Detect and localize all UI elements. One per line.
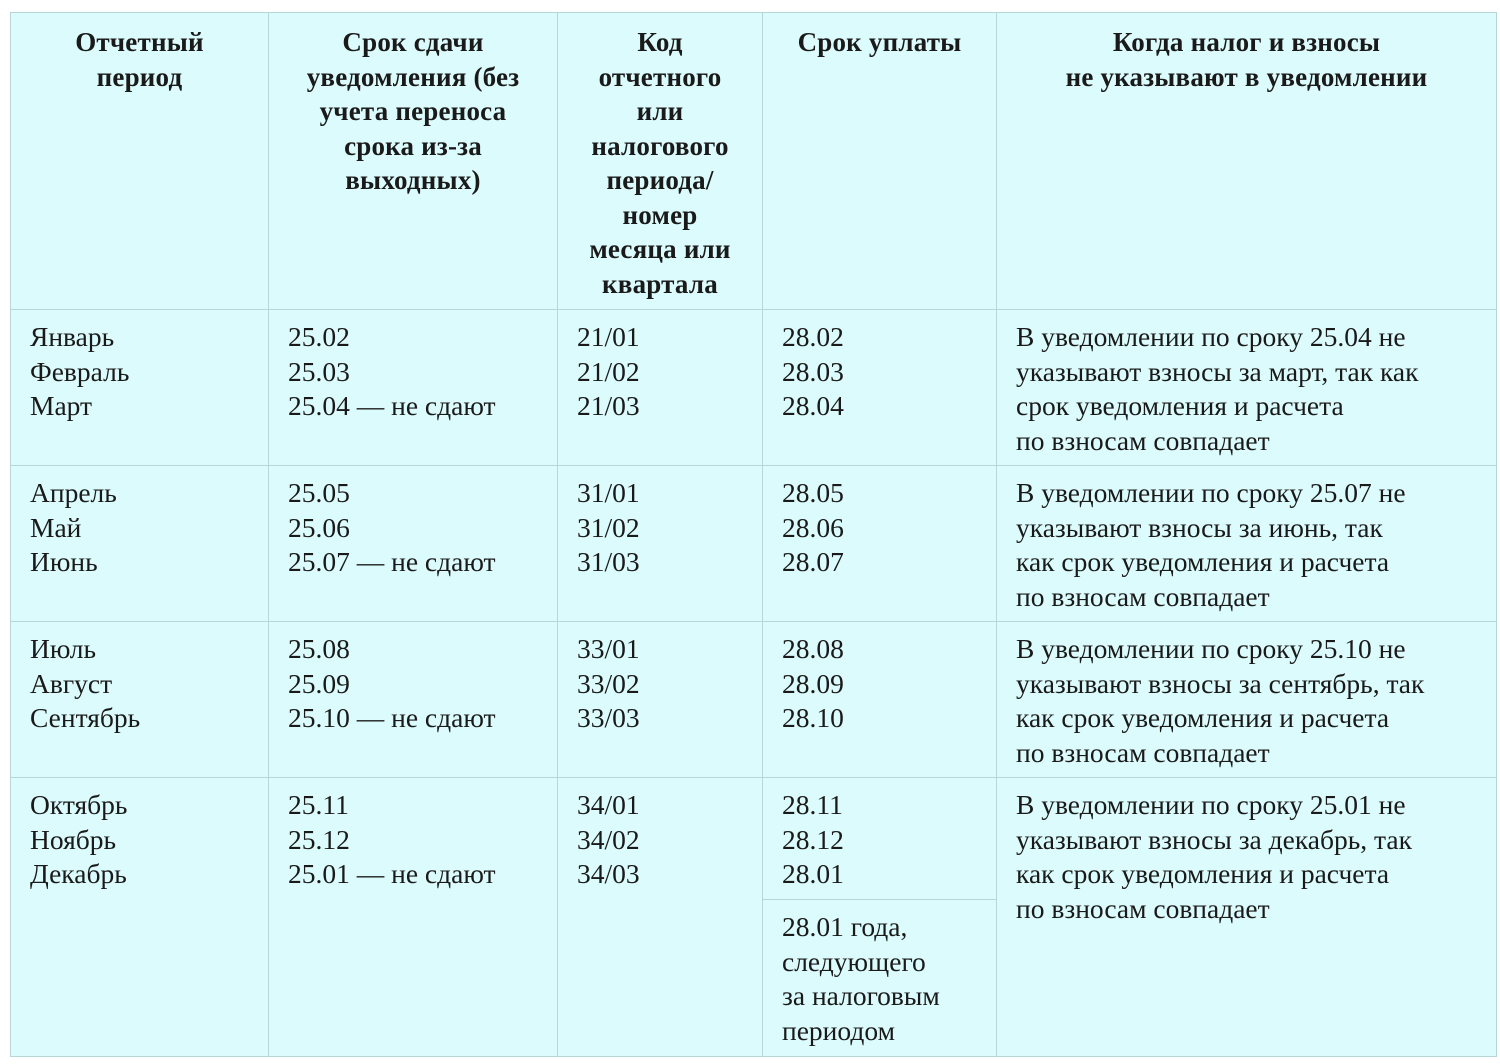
note-line: по взносам совпадает (1016, 892, 1270, 924)
note-line: по взносам совпадает (1016, 580, 1270, 612)
header-line: квартала (602, 268, 718, 299)
codes-cell (558, 778, 763, 1057)
code-value: 34/01 (577, 789, 640, 820)
header-line: уведомления (без (306, 61, 520, 92)
header-row (11, 13, 1497, 310)
header-line: период (96, 61, 183, 92)
deadlines-cell (269, 622, 558, 778)
header-line: налогового (591, 130, 729, 161)
month-label: Ноябрь (30, 823, 117, 855)
month-label: Октябрь (30, 789, 128, 820)
note-line: указывают взносы за март, так как (1016, 355, 1419, 387)
tax-notification-table-wrapper (10, 12, 1496, 1056)
code-value: 21/01 (577, 321, 640, 352)
month-label: Август (30, 667, 113, 699)
code-value: 31/02 (577, 511, 640, 543)
annual-payment-line: за налоговым (782, 980, 940, 1011)
code-value: 21/02 (577, 355, 640, 387)
payment-value: 28.02 (782, 321, 844, 352)
payment-value: 28.09 (782, 667, 844, 699)
deadline-value: 25.02 (288, 321, 350, 352)
header-line: месяца или (589, 234, 731, 264)
code-value: 34/03 (577, 858, 640, 889)
header-line: Отчетный (75, 27, 204, 57)
header-line: номер (622, 199, 698, 230)
month-label: Февраль (30, 355, 130, 387)
payment-value: 28.10 (782, 702, 844, 733)
header-line: Срок уплаты (797, 27, 962, 57)
note-line: указывают взносы за декабрь, так (1016, 823, 1412, 855)
payment-value: 28.06 (782, 511, 844, 543)
code-value: 33/02 (577, 667, 640, 699)
code-value: 31/01 (577, 477, 640, 508)
payment-value: 28.04 (782, 390, 844, 421)
month-label: Сентябрь (30, 702, 141, 733)
month-label: Июль (30, 633, 96, 664)
header-line: Код (637, 27, 683, 57)
deadline-value: 25.04 — не сдают (288, 390, 496, 421)
note-line: указывают взносы за июнь, так (1016, 511, 1383, 543)
payment-value: 28.08 (782, 633, 844, 664)
payment-value: 28.07 (782, 546, 844, 577)
note-cell (997, 310, 1497, 466)
deadline-value: 25.10 — не сдают (288, 702, 496, 733)
month-label: Апрель (30, 477, 117, 508)
deadlines-cell (269, 310, 558, 466)
payment-value: 28.12 (782, 823, 844, 855)
code-value: 33/03 (577, 702, 640, 733)
note-line: как срок уведомления и расчета (1016, 702, 1390, 733)
deadline-value: 25.05 (288, 477, 350, 508)
header-when-not-indicated (997, 13, 1497, 310)
payment-cell (763, 310, 997, 466)
table-row (11, 310, 1497, 466)
note-cell (997, 778, 1497, 1057)
tax-notification-table (10, 12, 1497, 1057)
table-row (11, 466, 1497, 622)
note-line: В уведомлении по сроку 25.01 не (1016, 789, 1406, 820)
month-label: Июнь (30, 546, 98, 577)
deadline-value: 25.09 (288, 667, 350, 699)
annual-payment-line: 28.01 года, (782, 911, 908, 942)
header-line: Срок сдачи (342, 27, 484, 57)
codes-cell (558, 310, 763, 466)
header-period-code (558, 13, 763, 310)
note-line: по взносам совпадает (1016, 736, 1270, 768)
code-value: 21/03 (577, 390, 640, 421)
code-value: 31/03 (577, 546, 640, 577)
deadline-value: 25.11 (288, 789, 349, 820)
header-line: выходных) (345, 165, 481, 195)
months-cell (11, 466, 269, 622)
deadline-value: 25.03 (288, 355, 350, 387)
note-line: В уведомлении по сроку 25.07 не (1016, 477, 1406, 508)
header-payment-deadline (763, 13, 997, 310)
payment-value: 28.11 (782, 789, 843, 820)
codes-cell (558, 466, 763, 622)
deadline-value: 25.12 (288, 823, 350, 855)
note-cell (997, 466, 1497, 622)
header-line: отчетного (598, 61, 722, 92)
annual-payment-cell (763, 900, 997, 1057)
note-line: В уведомлении по сроку 25.10 не (1016, 633, 1406, 664)
note-line: как срок уведомления и расчета (1016, 858, 1390, 889)
table-row (11, 778, 1497, 900)
header-line: периода/ (606, 165, 714, 195)
months-cell (11, 778, 269, 1057)
payment-value: 28.05 (782, 477, 844, 508)
table-row (11, 622, 1497, 778)
code-value: 34/02 (577, 823, 640, 855)
payment-cell (763, 778, 997, 900)
header-notification-deadline (269, 13, 558, 310)
code-value: 33/01 (577, 633, 640, 664)
month-label: Январь (30, 321, 115, 352)
deadlines-cell (269, 466, 558, 622)
header-line: срока из-за (344, 130, 482, 161)
payment-cell (763, 622, 997, 778)
note-line: срок уведомления и расчета (1016, 390, 1344, 421)
payment-cell (763, 466, 997, 622)
annual-payment-line: периодом (782, 1014, 895, 1046)
deadline-value: 25.06 (288, 511, 350, 543)
deadlines-cell (269, 778, 558, 1057)
note-line: указывают взносы за сентябрь, так (1016, 667, 1425, 699)
payment-value: 28.01 (782, 858, 844, 889)
month-label: Май (30, 511, 82, 543)
header-line: учета переноса (319, 96, 507, 126)
note-line: по взносам совпадает (1016, 424, 1270, 456)
month-label: Декабрь (30, 858, 127, 889)
header-line: Когда налог и взносы (1112, 27, 1381, 57)
months-cell (11, 310, 269, 466)
deadline-value: 25.08 (288, 633, 350, 664)
deadline-value: 25.01 — не сдают (288, 858, 496, 889)
header-line: или (636, 96, 684, 126)
codes-cell (558, 622, 763, 778)
months-cell (11, 622, 269, 778)
note-line: В уведомлении по сроку 25.04 не (1016, 321, 1406, 352)
annual-payment-line: следующего (782, 945, 926, 977)
header-line: не указывают в уведомлении (1065, 61, 1428, 92)
note-line: как срок уведомления и расчета (1016, 546, 1390, 577)
payment-value: 28.03 (782, 355, 844, 387)
note-cell (997, 622, 1497, 778)
month-label: Март (30, 390, 93, 421)
header-reporting-period (11, 13, 269, 310)
deadline-value: 25.07 — не сдают (288, 546, 496, 577)
